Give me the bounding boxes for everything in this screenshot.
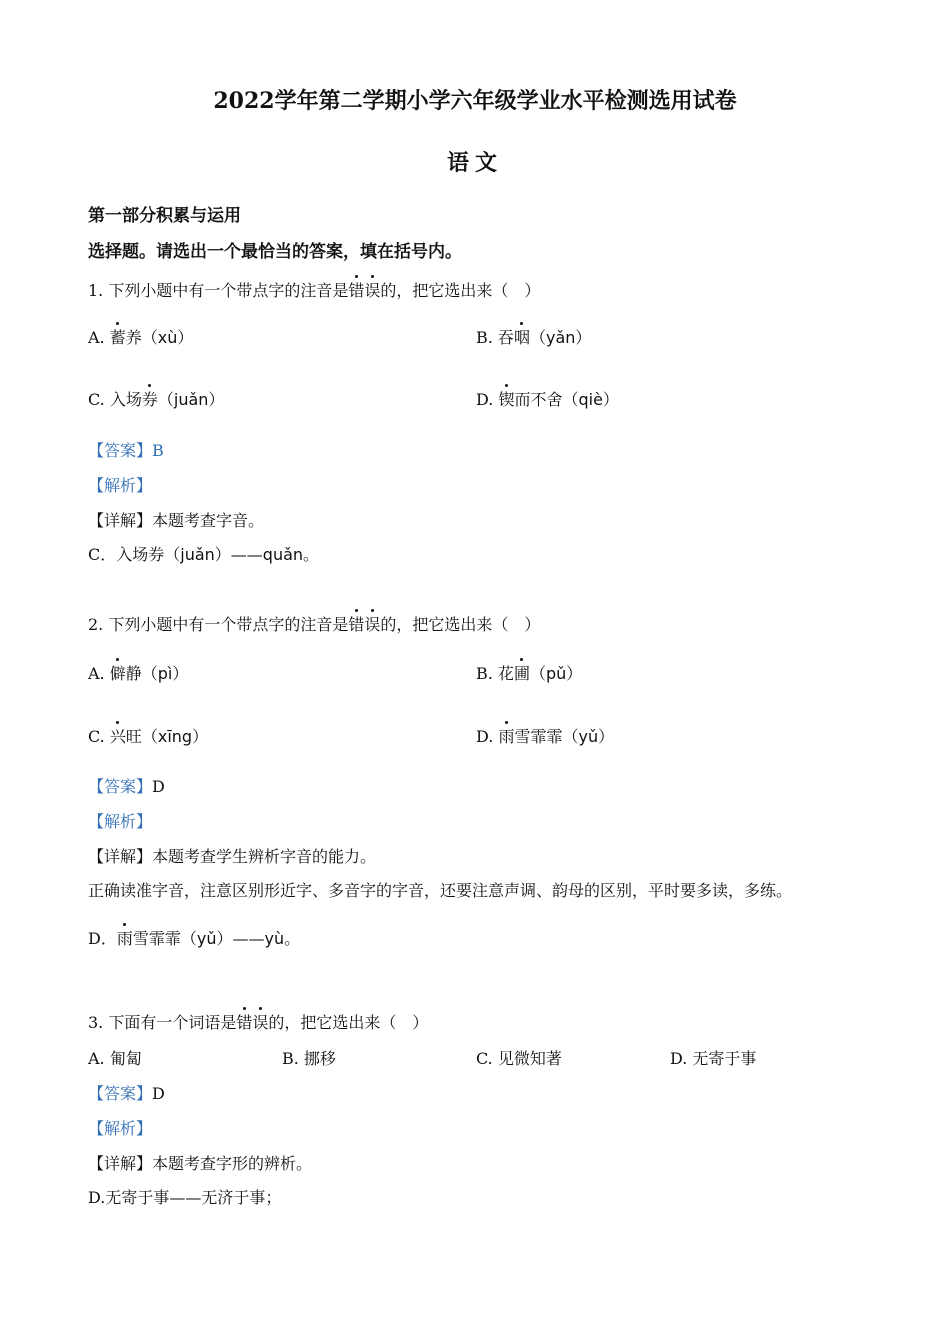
q1-option-a: A. 蓄养（xù） [88, 328, 194, 347]
dotted-char: 错 [348, 281, 365, 300]
q2-stem: 2. 下列小题中有一个带点字的注音是错误的，把它选出来（ ） [88, 615, 541, 634]
q1-option-d: D. 锲而不舍（qiè） [476, 390, 619, 409]
q3-analysis-label: 【解析】 [88, 1119, 153, 1138]
q3-option-b: B. 挪移 [282, 1049, 336, 1068]
dotted-char: 锲 [498, 390, 515, 409]
q3-answer: 【答案】D [88, 1084, 165, 1103]
q1-stem: 1. 下列小题中有一个带点字的注音是错误的，把它选出来（ ） [88, 281, 541, 300]
q1-option-c: C. 入场券（juǎn） [88, 390, 225, 409]
q3-stem: 3. 下面有一个词语是错误的，把它选出来（ ） [88, 1013, 429, 1032]
q1-explanation: C．入场券（juǎn）——quǎn。 [88, 545, 320, 564]
q1-detail: 【详解】本题考查字音。 [88, 511, 265, 530]
dotted-char: 圃 [513, 664, 530, 683]
q2-option-b: B. 花圃（pǔ） [476, 664, 583, 683]
dotted-char: 僻 [109, 664, 126, 683]
section-part: 第一部分积累与运用 [88, 206, 241, 226]
q2-detail: 【详解】本题考查学生辨析字音的能力。 [88, 847, 377, 866]
q2-answer: 【答案】D [88, 777, 165, 796]
dotted-char: 蓄 [109, 328, 126, 347]
dotted-char: 误 [364, 281, 381, 300]
dotted-char: 兴 [109, 727, 126, 746]
q2-option-d: D. 雨雪霏霏（yǔ） [476, 727, 615, 746]
dotted-char: 券 [141, 390, 158, 409]
q2-note: 正确读准字音，注意区别形近字、多音字的字音，还要注意声调、韵母的区别，平时要多读，多练。 [88, 881, 793, 900]
dotted-char: 雨 [498, 727, 515, 746]
subject-title: 语文 [446, 150, 503, 176]
dotted-char: 错 [236, 1013, 253, 1032]
q1-option-b: B. 吞咽（yǎn） [476, 328, 592, 347]
exam-title: 2022学年第二学期小学六年级学业水平检测选用试卷 [213, 88, 737, 114]
dotted-char: 错 [348, 615, 365, 634]
q3-option-c: C. 见微知著 [476, 1049, 562, 1068]
q1-analysis-label: 【解析】 [88, 476, 153, 495]
q2-option-c: C. 兴旺（xīng） [88, 727, 209, 746]
q3-detail: 【详解】本题考查字形的辨析。 [88, 1154, 313, 1173]
dotted-char: 咽 [513, 328, 530, 347]
dotted-char: 误 [252, 1013, 269, 1032]
dotted-char: 误 [364, 615, 381, 634]
q2-option-a: A. 僻静（pì） [88, 664, 189, 683]
section-instruction: 选择题。请选出一个最恰当的答案，填在括号内。 [88, 242, 462, 262]
q3-option-d: D. 无寄于事 [670, 1049, 757, 1068]
dotted-char: 雨 [116, 929, 133, 948]
q2-analysis-label: 【解析】 [88, 812, 153, 831]
q1-answer: 【答案】B [88, 441, 164, 460]
q2-explanation: D．雨雪霏霏（yǔ）——yù。 [88, 929, 301, 948]
q3-explanation: D.无寄于事——无济于事； [88, 1188, 282, 1207]
q3-option-a: A. 匍匐 [88, 1049, 142, 1068]
